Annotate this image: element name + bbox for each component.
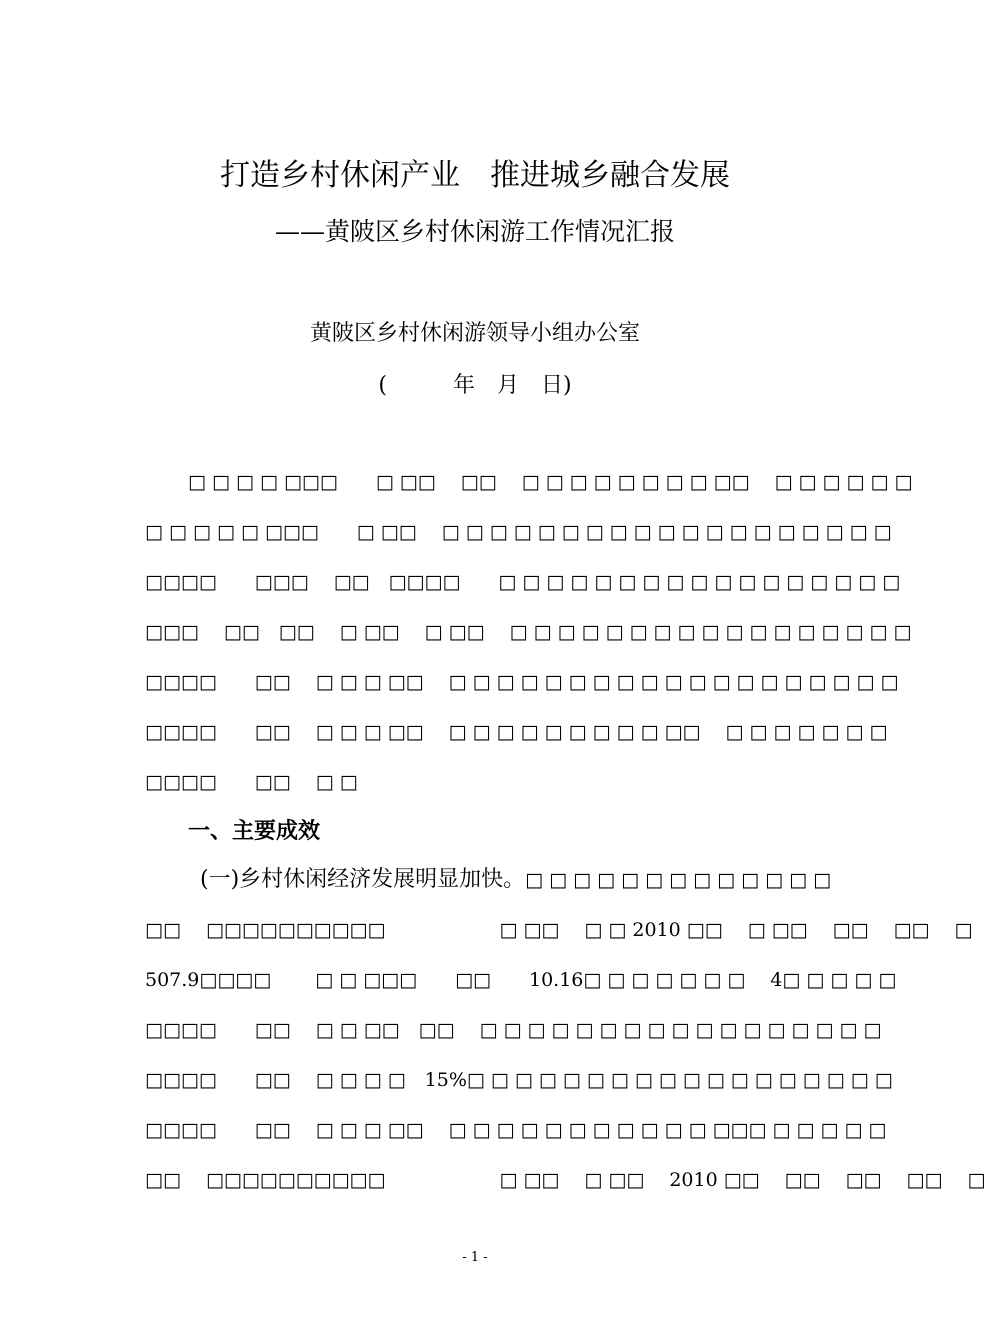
body-line-4: □□□□ □□ □ □ □ □ 15%□ □ □ □ □ □ □ □ □ □ □ □ □ □ □ □ □ □ [145,1069,893,1091]
document-title: 打造乡村休闲产业 推进城乡融合发展 [220,158,730,193]
body-line-6: □□ □□□□□□□□□□ □ □□ □ □□ 2010 □□ □□ □□ □□ □ [145,1169,985,1191]
section-heading: 一、主要成效 [188,819,321,844]
sub-heading-line [200,862,831,893]
issuing-office: 黄陂区乡村休闲游领导小组办公室 [309,321,640,346]
body-line-2: 507.9□□□□ □ □ □□□ □□ 10.16□ □ □ □ □ □ □ 4□ □ □ □ □ [145,969,897,991]
sub-heading-tail: □ □ □ □ □ □ □ □ □ □ □ □ □ [525,869,832,891]
intro-line-5: □□□□ □□ □ □ □ □□ □ □ □ □ □ □ □ □ □ □ □ □ □ □ □ □ □ □ □ [145,671,899,693]
intro-line-3: □□□□ □□□ □□ □□□□ □ □ □ □ □ □ □ □ □ □ □ □ □ □ □ □ □ [145,571,901,593]
document-subtitle: ——黄陂区乡村休闲游工作情况汇报 [274,217,675,246]
document-date: ( 年 月 日) [378,373,572,398]
intro-line-1: □ □ □ □ □□□ □ □□ □□ □ □ □ □ □ □ □ □ □□ □ □ □ □ □ □ [188,471,913,493]
intro-line-7: □□□□ □□ □ □ [145,771,358,793]
body-line-3: □□□□ □□ □ □ □□ □□ □ □ □ □ □ □ □ □ □ □ □ □ □ □ □ □ □ [145,1019,882,1041]
sub-heading: (一)乡村休闲经济发展明显加快。 [200,867,526,892]
intro-line-4: □□□ □□ □□ □ □□ □ □□ □ □ □ □ □ □ □ □ □ □ □ □ □ □ □ □ □ [145,621,912,643]
body-line-1: □□ □□□□□□□□□□ □ □□ □ □ 2010 □□ □ □□ □□ □□ □ [145,919,973,941]
intro-line-2: □ □ □ □ □ □□□ □ □□ □ □ □ □ □ □ □ □ □ □ □ □ □ □ □ □ □ □ □ [145,521,892,543]
body-line-5: □□□□ □□ □ □ □ □□ □ □ □ □ □ □ □ □ □ □ □ □□□ □ □ □ □ □ [145,1119,887,1141]
page-number: - 1 - [462,1250,488,1265]
intro-line-6: □□□□ □□ □ □ □ □□ □ □ □ □ □ □ □ □ □ □□ □ □ □ □ □ □ □ [145,721,888,743]
